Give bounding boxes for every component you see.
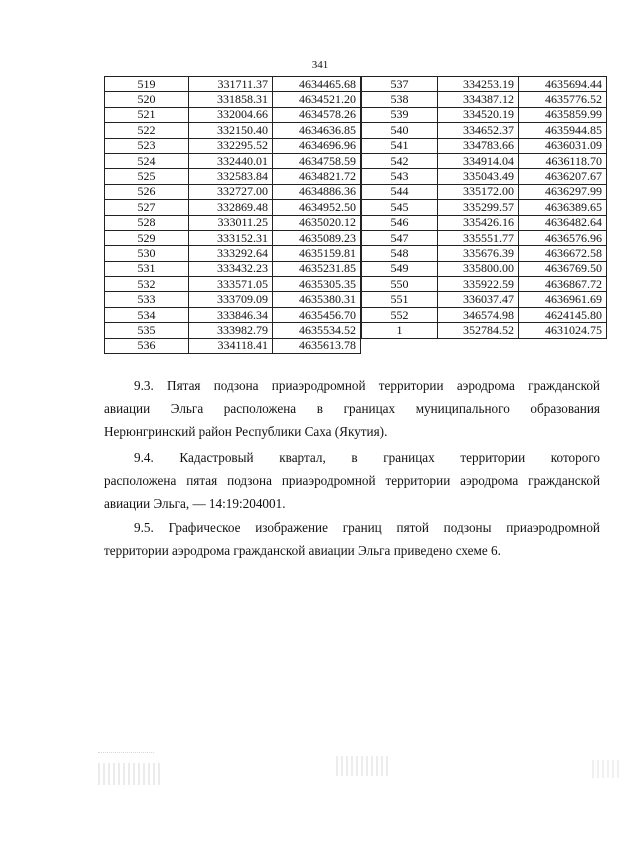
point-number-cell: 523 xyxy=(105,138,189,153)
y-coordinate-cell: 4635456.70 xyxy=(273,307,361,322)
point-number-cell: 537 xyxy=(362,77,438,92)
y-coordinate-cell: 4635305.35 xyxy=(273,277,361,292)
y-coordinate-cell: 4636207.67 xyxy=(519,169,607,184)
point-number-cell: 540 xyxy=(362,123,438,138)
y-coordinate-cell: 4634636.85 xyxy=(273,123,361,138)
page-number: 341 xyxy=(311,59,329,71)
x-coordinate-cell: 332440.01 xyxy=(189,153,273,168)
table-row xyxy=(105,77,361,92)
table-row xyxy=(362,77,607,92)
point-number-cell: 535 xyxy=(105,323,189,338)
x-coordinate-cell: 332295.52 xyxy=(189,138,273,153)
y-coordinate-cell: 4634578.26 xyxy=(273,107,361,122)
coordinates-table-left xyxy=(104,76,361,354)
y-coordinate-cell: 4636031.09 xyxy=(519,138,607,153)
table-row xyxy=(105,292,361,307)
x-coordinate-cell: 332869.48 xyxy=(189,200,273,215)
x-coordinate-cell: 332727.00 xyxy=(189,184,273,199)
y-coordinate-cell: 4636118.70 xyxy=(519,153,607,168)
table-row xyxy=(105,184,361,199)
x-coordinate-cell: 334520.19 xyxy=(438,107,519,122)
x-coordinate-cell: 346574.98 xyxy=(438,307,519,322)
x-coordinate-cell: 333982.79 xyxy=(189,323,273,338)
point-number-cell: 519 xyxy=(105,77,189,92)
x-coordinate-cell: 335551.77 xyxy=(438,230,519,245)
paragraph-line: авиации Эльга, — 14:19:204001. xyxy=(104,496,286,511)
table-row xyxy=(105,107,361,122)
table-row xyxy=(362,215,607,230)
x-coordinate-cell: 333432.23 xyxy=(189,261,273,276)
x-coordinate-cell: 335172.00 xyxy=(438,184,519,199)
point-number-cell: 533 xyxy=(105,292,189,307)
faded-stamp-center xyxy=(336,756,388,776)
table-row xyxy=(362,246,607,261)
table-row xyxy=(362,307,607,322)
point-number-cell: 527 xyxy=(105,200,189,215)
y-coordinate-cell: 4635613.78 xyxy=(273,338,361,353)
point-number-cell: 534 xyxy=(105,307,189,322)
x-coordinate-cell: 335800.00 xyxy=(438,261,519,276)
paragraph-line: 9.4. Кадастровый квартал, в границах территории которого xyxy=(134,450,600,465)
y-coordinate-cell: 4636389.65 xyxy=(519,200,607,215)
x-coordinate-cell: 335043.49 xyxy=(438,169,519,184)
x-coordinate-cell: 334387.12 xyxy=(438,92,519,107)
x-coordinate-cell: 333011.25 xyxy=(189,215,273,230)
table-row xyxy=(362,292,607,307)
paragraph-9-4 xyxy=(104,446,600,515)
table-row xyxy=(362,230,607,245)
x-coordinate-cell: 334783.66 xyxy=(438,138,519,153)
y-coordinate-cell: 4636576.96 xyxy=(519,230,607,245)
table-row xyxy=(105,246,361,261)
point-number-cell: 522 xyxy=(105,123,189,138)
table-row xyxy=(105,323,361,338)
table-row xyxy=(105,338,361,353)
x-coordinate-cell: 332004.66 xyxy=(189,107,273,122)
x-coordinate-cell: 333709.09 xyxy=(189,292,273,307)
table-row xyxy=(105,169,361,184)
y-coordinate-cell: 4635694.44 xyxy=(519,77,607,92)
point-number-cell: 543 xyxy=(362,169,438,184)
table-row xyxy=(362,200,607,215)
table-row xyxy=(362,277,607,292)
y-coordinate-cell: 4636961.69 xyxy=(519,292,607,307)
table-row xyxy=(362,107,607,122)
point-number-cell: 546 xyxy=(362,215,438,230)
y-coordinate-cell: 4634886.36 xyxy=(273,184,361,199)
y-coordinate-cell: 4635159.81 xyxy=(273,246,361,261)
point-number-cell: 539 xyxy=(362,107,438,122)
point-number-cell: 547 xyxy=(362,230,438,245)
point-number-cell: 531 xyxy=(105,261,189,276)
point-number-cell: 1 xyxy=(362,323,438,338)
paragraph-line: 9.5. Графическое изображение границ пятой подзоны приаэродромной xyxy=(134,520,600,535)
table-row xyxy=(105,138,361,153)
point-number-cell: 520 xyxy=(105,92,189,107)
x-coordinate-cell: 334914.04 xyxy=(438,153,519,168)
x-coordinate-cell: 336037.47 xyxy=(438,292,519,307)
point-number-cell: 550 xyxy=(362,277,438,292)
faded-stamp-left xyxy=(98,752,162,785)
table-row xyxy=(105,92,361,107)
point-number-cell: 551 xyxy=(362,292,438,307)
point-number-cell: 529 xyxy=(105,230,189,245)
y-coordinate-cell: 4635534.52 xyxy=(273,323,361,338)
x-coordinate-cell: 335299.57 xyxy=(438,200,519,215)
table-row xyxy=(362,261,607,276)
point-number-cell: 526 xyxy=(105,184,189,199)
x-coordinate-cell: 333292.64 xyxy=(189,246,273,261)
x-coordinate-cell: 335922.59 xyxy=(438,277,519,292)
point-number-cell: 521 xyxy=(105,107,189,122)
x-coordinate-cell: 333152.31 xyxy=(189,230,273,245)
y-coordinate-cell: 4624145.80 xyxy=(519,307,607,322)
x-coordinate-cell: 331858.31 xyxy=(189,92,273,107)
point-number-cell: 536 xyxy=(105,338,189,353)
table-row xyxy=(105,277,361,292)
paragraph-line: расположена пятая подзона приаэродромной территории аэродрома гражданской xyxy=(104,473,600,488)
point-number-cell: 545 xyxy=(362,200,438,215)
x-coordinate-cell: 333571.05 xyxy=(189,277,273,292)
y-coordinate-cell: 4634465.68 xyxy=(273,77,361,92)
y-coordinate-cell: 4636482.64 xyxy=(519,215,607,230)
y-coordinate-cell: 4634821.72 xyxy=(273,169,361,184)
table-row xyxy=(362,323,607,338)
y-coordinate-cell: 4636672.58 xyxy=(519,246,607,261)
y-coordinate-cell: 4635944.85 xyxy=(519,123,607,138)
table-row xyxy=(362,153,607,168)
x-coordinate-cell: 331711.37 xyxy=(189,77,273,92)
x-coordinate-cell: 352784.52 xyxy=(438,323,519,338)
y-coordinate-cell: 4635776.52 xyxy=(519,92,607,107)
x-coordinate-cell: 335426.16 xyxy=(438,215,519,230)
y-coordinate-cell: 4636867.72 xyxy=(519,277,607,292)
table-row xyxy=(362,138,607,153)
table-row xyxy=(362,123,607,138)
table-row xyxy=(105,261,361,276)
point-number-cell: 541 xyxy=(362,138,438,153)
point-number-cell: 532 xyxy=(105,277,189,292)
y-coordinate-cell: 4635380.31 xyxy=(273,292,361,307)
table-row xyxy=(362,184,607,199)
point-number-cell: 549 xyxy=(362,261,438,276)
point-number-cell: 525 xyxy=(105,169,189,184)
x-coordinate-cell: 334652.37 xyxy=(438,123,519,138)
x-coordinate-cell: 333846.34 xyxy=(189,307,273,322)
table-row xyxy=(105,215,361,230)
x-coordinate-cell: 332583.84 xyxy=(189,169,273,184)
y-coordinate-cell: 4635089.23 xyxy=(273,230,361,245)
point-number-cell: 524 xyxy=(105,153,189,168)
y-coordinate-cell: 4634758.59 xyxy=(273,153,361,168)
coordinates-table-right xyxy=(361,76,607,339)
table-row xyxy=(362,169,607,184)
x-coordinate-cell: 334118.41 xyxy=(189,338,273,353)
paragraph-line: Нерюнгринский район Республики Саха (Якутия). xyxy=(104,424,388,439)
paragraph-9-5 xyxy=(104,516,600,562)
y-coordinate-cell: 4636769.50 xyxy=(519,261,607,276)
paragraph-line: территории аэродрома гражданской авиации Эльга приведено схеме 6. xyxy=(104,543,501,558)
table-row xyxy=(362,92,607,107)
table-row xyxy=(105,307,361,322)
y-coordinate-cell: 4631024.75 xyxy=(519,323,607,338)
x-coordinate-cell: 332150.40 xyxy=(189,123,273,138)
table-row xyxy=(105,230,361,245)
y-coordinate-cell: 4634521.20 xyxy=(273,92,361,107)
table-row xyxy=(105,200,361,215)
point-number-cell: 552 xyxy=(362,307,438,322)
table-row xyxy=(105,123,361,138)
x-coordinate-cell: 335676.39 xyxy=(438,246,519,261)
point-number-cell: 530 xyxy=(105,246,189,261)
y-coordinate-cell: 4635859.99 xyxy=(519,107,607,122)
y-coordinate-cell: 4634696.96 xyxy=(273,138,361,153)
x-coordinate-cell: 334253.19 xyxy=(438,77,519,92)
point-number-cell: 544 xyxy=(362,184,438,199)
point-number-cell: 548 xyxy=(362,246,438,261)
paragraph-line: авиации Эльга расположена в границах муниципального образования xyxy=(104,401,600,416)
paragraph-line: 9.3. Пятая подзона приаэродромной территории аэродрома гражданской xyxy=(134,378,600,393)
point-number-cell: 542 xyxy=(362,153,438,168)
y-coordinate-cell: 4635020.12 xyxy=(273,215,361,230)
y-coordinate-cell: 4634952.50 xyxy=(273,200,361,215)
y-coordinate-cell: 4635231.85 xyxy=(273,261,361,276)
point-number-cell: 528 xyxy=(105,215,189,230)
y-coordinate-cell: 4636297.99 xyxy=(519,184,607,199)
paragraph-9-3 xyxy=(104,374,600,443)
faded-stamp-right xyxy=(592,760,622,778)
table-row xyxy=(105,153,361,168)
point-number-cell: 538 xyxy=(362,92,438,107)
